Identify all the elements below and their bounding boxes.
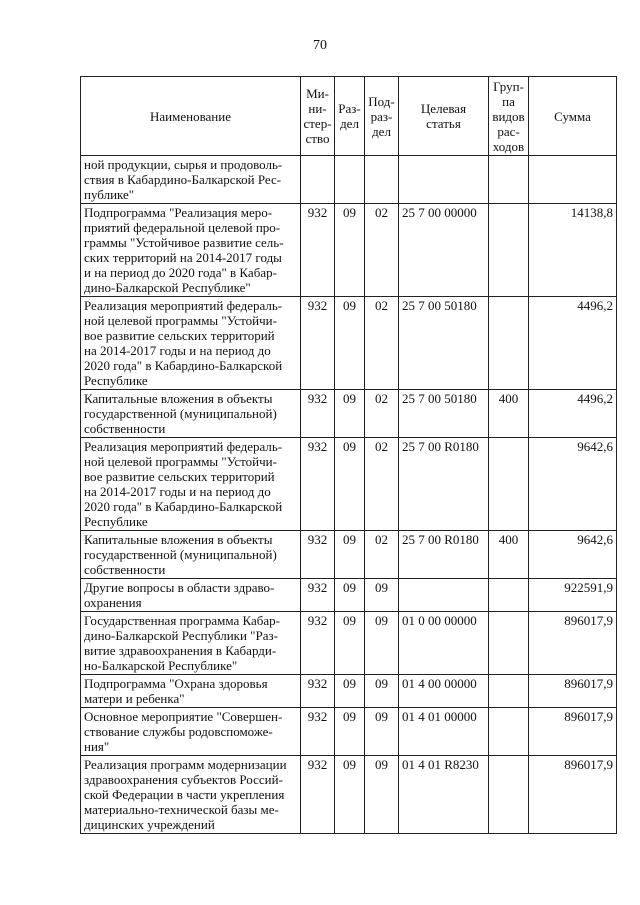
table-cell-section bbox=[335, 156, 365, 204]
table-cell-ministry: 932 bbox=[301, 531, 335, 579]
table-cell-ministry: 932 bbox=[301, 438, 335, 531]
table-cell-ministry: 932 bbox=[301, 390, 335, 438]
table-cell-sum: 896017,9 bbox=[529, 708, 617, 756]
table-cell-section: 09 bbox=[335, 390, 365, 438]
table-cell-subsection: 09 bbox=[365, 708, 399, 756]
table-cell-section: 09 bbox=[335, 297, 365, 390]
table-cell-name: Реализация мероприятий федераль- ной целевой программы "Устойчи- вое развитие сельских территорий на 2014-2017 годы и на период до 2020 года" в Кабардино-Балкарской Республике bbox=[81, 297, 301, 390]
table-cell-subsection: 02 bbox=[365, 297, 399, 390]
header-name: Наименование bbox=[81, 77, 301, 156]
table-cell-ministry: 932 bbox=[301, 756, 335, 834]
table-cell-sum: 896017,9 bbox=[529, 612, 617, 675]
table-cell-target bbox=[399, 579, 489, 612]
table-cell-name: Реализация мероприятий федераль- ной целевой программы "Устойчи- вое развитие сельских территорий на 2014-2017 годы и на период до 2020 года" в Кабардино-Балкарской Республике bbox=[81, 438, 301, 531]
table-cell-sum: 4496,2 bbox=[529, 297, 617, 390]
table-cell-name: Подпрограмма "Охрана здоровья матери и ребенка" bbox=[81, 675, 301, 708]
header-target: Целевая статья bbox=[399, 77, 489, 156]
table-row bbox=[81, 438, 617, 531]
header-group: Груп- па видов рас- ходов bbox=[489, 77, 529, 156]
table-cell-section: 09 bbox=[335, 675, 365, 708]
header-section: Раз- дел bbox=[335, 77, 365, 156]
table-cell-group bbox=[489, 756, 529, 834]
page-number: 70 bbox=[313, 38, 327, 53]
header-sum: Сумма bbox=[529, 77, 617, 156]
table-body bbox=[81, 156, 617, 834]
table-cell-subsection bbox=[365, 156, 399, 204]
table-cell-target: 25 7 00 R0180 bbox=[399, 531, 489, 579]
table-cell-group bbox=[489, 438, 529, 531]
table-cell-subsection: 02 bbox=[365, 204, 399, 297]
table-cell-ministry: 932 bbox=[301, 675, 335, 708]
table-row bbox=[81, 612, 617, 675]
table-cell-target: 01 4 00 00000 bbox=[399, 675, 489, 708]
table-cell-sum bbox=[529, 156, 617, 204]
table-cell-target: 01 4 01 R8230 bbox=[399, 756, 489, 834]
table-cell-ministry: 932 bbox=[301, 612, 335, 675]
header-row bbox=[81, 77, 617, 156]
table-row bbox=[81, 579, 617, 612]
table-cell-sum: 9642,6 bbox=[529, 531, 617, 579]
table-cell-sum: 896017,9 bbox=[529, 675, 617, 708]
table-cell-target: 25 7 00 00000 bbox=[399, 204, 489, 297]
table-cell-ministry: 932 bbox=[301, 579, 335, 612]
budget-table bbox=[80, 76, 617, 834]
table-cell-target: 01 4 01 00000 bbox=[399, 708, 489, 756]
table-cell-section: 09 bbox=[335, 579, 365, 612]
table-cell-name: Основное мероприятие "Совершен- ствование службы родовспоможе- ния" bbox=[81, 708, 301, 756]
table-cell-group bbox=[489, 204, 529, 297]
table-cell-subsection: 02 bbox=[365, 390, 399, 438]
table-cell-group bbox=[489, 579, 529, 612]
table-cell-sum: 4496,2 bbox=[529, 390, 617, 438]
table-cell-group bbox=[489, 612, 529, 675]
table-cell-name: Реализация программ модернизации здравоохранения субъектов Россий- ской Федерации в части укрепления материально-технической базы ме- дицинских учреждений bbox=[81, 756, 301, 834]
table-cell-name: Государственная программа Кабар- дино-Балкарской Республики "Раз- витие здравоохранения в Кабарди- но-Балкарской Республике" bbox=[81, 612, 301, 675]
table-cell-group bbox=[489, 708, 529, 756]
table-cell-section: 09 bbox=[335, 531, 365, 579]
table-row bbox=[81, 756, 617, 834]
table-cell-group bbox=[489, 297, 529, 390]
table-cell-name: Капитальные вложения в объекты государственной (муниципальной) собственности bbox=[81, 390, 301, 438]
table-row bbox=[81, 204, 617, 297]
table-cell-subsection: 02 bbox=[365, 531, 399, 579]
table-cell-target: 25 7 00 R0180 bbox=[399, 438, 489, 531]
header-ministry: Ми- ни- стер- ство bbox=[301, 77, 335, 156]
table-row bbox=[81, 390, 617, 438]
table-cell-name: Капитальные вложения в объекты государственной (муниципальной) собственности bbox=[81, 531, 301, 579]
table-cell-subsection: 09 bbox=[365, 675, 399, 708]
table-cell-section: 09 bbox=[335, 438, 365, 531]
table-cell-group: 400 bbox=[489, 390, 529, 438]
table-cell-sum: 896017,9 bbox=[529, 756, 617, 834]
table-cell-group bbox=[489, 675, 529, 708]
table-cell-section: 09 bbox=[335, 612, 365, 675]
table-cell-section: 09 bbox=[335, 756, 365, 834]
table-row bbox=[81, 675, 617, 708]
table-cell-subsection: 02 bbox=[365, 438, 399, 531]
table-cell-group bbox=[489, 156, 529, 204]
table-cell-name: Другие вопросы в области здраво- охранения bbox=[81, 579, 301, 612]
header-subsection: Под- раз- дел bbox=[365, 77, 399, 156]
table-cell-ministry: 932 bbox=[301, 708, 335, 756]
table-row bbox=[81, 156, 617, 204]
table-row bbox=[81, 531, 617, 579]
table-cell-subsection: 09 bbox=[365, 579, 399, 612]
table-cell-subsection: 09 bbox=[365, 756, 399, 834]
table-cell-target: 01 0 00 00000 bbox=[399, 612, 489, 675]
table-cell-ministry: 932 bbox=[301, 204, 335, 297]
table-cell-target: 25 7 00 50180 bbox=[399, 297, 489, 390]
table-cell-section: 09 bbox=[335, 204, 365, 297]
table-cell-subsection: 09 bbox=[365, 612, 399, 675]
table-cell-sum: 922591,9 bbox=[529, 579, 617, 612]
table-row bbox=[81, 708, 617, 756]
table-cell-sum: 9642,6 bbox=[529, 438, 617, 531]
table-cell-ministry bbox=[301, 156, 335, 204]
table-cell-target: 25 7 00 50180 bbox=[399, 390, 489, 438]
table-cell-group: 400 bbox=[489, 531, 529, 579]
table-row bbox=[81, 297, 617, 390]
table-cell-sum: 14138,8 bbox=[529, 204, 617, 297]
table-cell-ministry: 932 bbox=[301, 297, 335, 390]
table-cell-target bbox=[399, 156, 489, 204]
table-cell-name: ной продукции, сырья и продоволь- ствия в Кабардино-Балкарской Рес- публике" bbox=[81, 156, 301, 204]
table-cell-name: Подпрограмма "Реализация меро- приятий федеральной целевой про- граммы "Устойчивое развитие сель- ских территорий на 2014-2017 годы и на период до 2020 года" в Кабар- дино-Балкарской Республике" bbox=[81, 204, 301, 297]
table-cell-section: 09 bbox=[335, 708, 365, 756]
